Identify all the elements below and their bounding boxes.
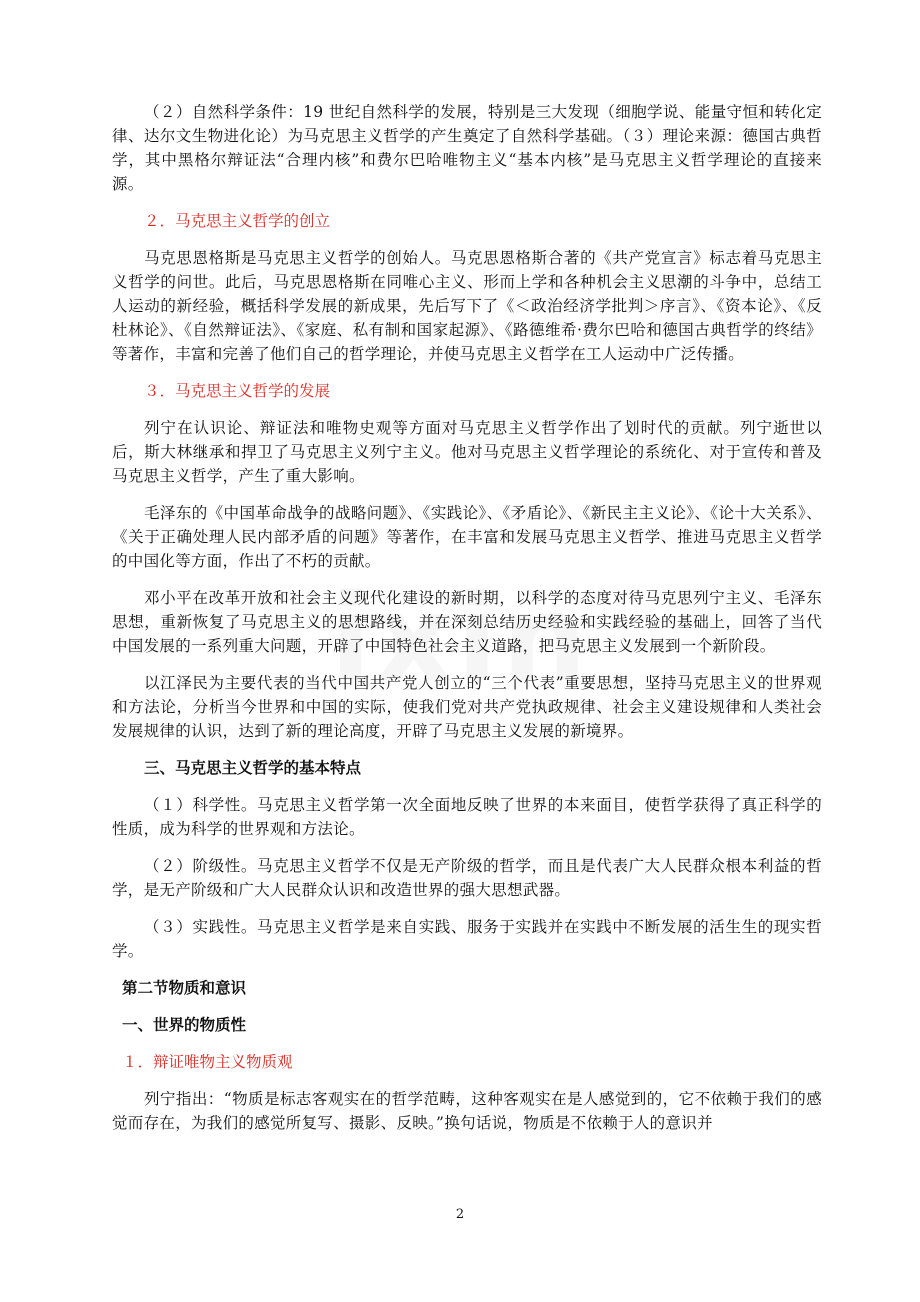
paragraph-class-nature: （２）阶级性。马克思主义哲学不仅是无产阶级的哲学，而且是代表广大人民群众根本利益的哲学，是无产阶级和广大人民群众认识和改造世界的强大思想武器。 [112,857,822,899]
heading-section-two: 第二节物质和意识 [122,979,247,997]
paragraph-scientific: （１）科学性。马克思主义哲学第一次全面地反映了世界的本来面目，使哲学获得了真正科学的性质，成为科学的世界观和方法论。 [112,796,822,838]
paragraph-lenin: 列宁在认识论、辩证法和唯物史观等方面对马克思主义哲学作出了划时代的贡献。列宁逝世以后，斯大林继承和捍卫了马克思主义列宁主义。他对马克思主义哲学理论的系统化、对于宣传和普及马克思主义哲学，产生了重大影响。 [112,419,822,485]
paragraph-jiang: 以江泽民为主要代表的当代中国共产党人创立的“三个代表”重要思想，坚持马克思主义的世界观和方法论，分析当今世界和中国的实际，使我们党对共产党执政规律、社会主义建设规律和人类社会发展规律的认识，达到了新的理论高度，开辟了马克思主义发展的新境界。 [112,674,822,740]
heading-world-materiality: 一、世界的物质性 [122,1016,247,1034]
paragraph-lenin-matter: 列宁指出：“物质是标志客观实在的哲学范畴，这种客观实在是人感觉到的，它不依赖于我们的感觉而存在，为我们的感觉所复写、摄影、反映。”换句话说，物质是不依赖于人的意识并 [112,1090,822,1132]
page-content [112,100,822,1148]
paragraph-deng: 邓小平在改革开放和社会主义现代化建设的新时期，以科学的态度对待马克思列宁主义、毛泽东思想，重新恢复了马克思主义的思想路线，并在深刻总结历史经验和实践经验的基础上，回答了当代中国发展的一系列重大问题，开辟了中国特色社会主义道路，把马克思主义发展到一个新阶段。 [112,589,822,655]
heading-basic-features: 三、马克思主义哲学的基本特点 [144,759,362,777]
heading-founding: ２．马克思主义哲学的创立 [144,212,331,230]
page-number: 2 [455,1207,465,1222]
heading-dialectical-materialism: １．辩证唯物主义物质观 [122,1053,293,1071]
paragraph-natural-science: （２）自然科学条件：19 世纪自然科学的发展，特别是三大发现（细胞学说、能量守恒和转化定律、达尔文生物进化论）为马克思主义哲学的产生奠定了自然科学基础。（３）理论来源：德国古典哲学，其中黑格尔辩证法“合理内核”和费尔巴哈唯物主义“基本内核”是马克思主义哲学理论的直接来源。 [112,103,822,193]
paragraph-mao: 毛泽东的《中国革命战争的战略问题》、《实践论》、《矛盾论》、《新民主主义论》、《论十大关系》、《关于正确处理人民内部矛盾的问题》等著作，在丰富和发展马克思主义哲学、推进马克思主义哲学的中国化等方面，作出了不朽的贡献。 [112,504,822,570]
paragraph-founding: 马克思恩格斯是马克思主义哲学的创始人。马克思恩格斯合著的《共产党宣言》标志着马克思主义哲学的问世。此后，马克思恩格斯在同唯心主义、形而上学和各种机会主义思潮的斗争中，总结工人运动的新经验，概括科学发展的新成果，先后写下了《＜政治经济学批判＞序言》、《资本论》、《反杜林论》、《自然辩证法》、《家庭、私有制和国家起源》、《路德维希·费尔巴哈和德国古典哲学的终结》等著作，丰富和完善了他们自己的哲学理论，并使马克思主义哲学在工人运动中广泛传播。 [112,249,822,363]
paragraph-practical: （３）实践性。马克思主义哲学是来自实践、服务于实践并在实践中不断发展的活生生的现实哲学。 [112,918,822,960]
heading-development: ３．马克思主义哲学的发展 [144,382,331,400]
